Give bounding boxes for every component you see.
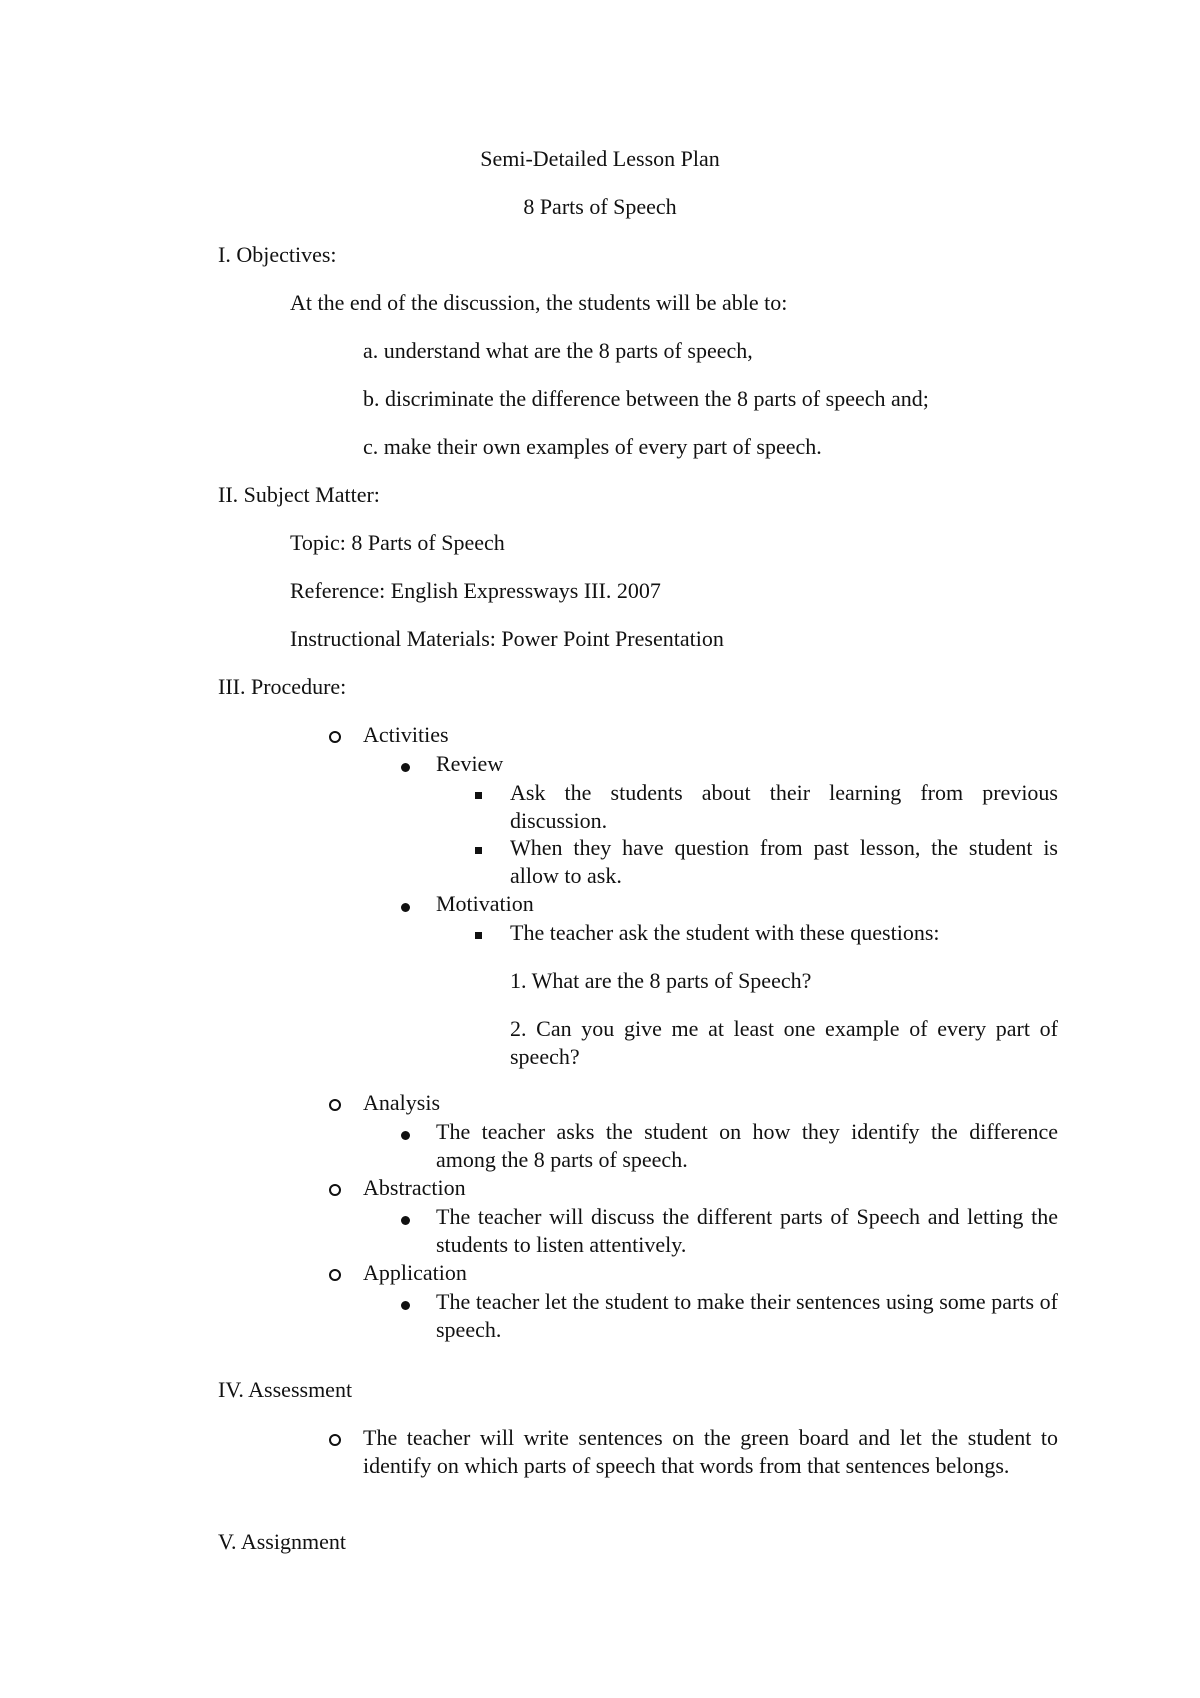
review-item-2: When they have question from past lesson, the student is allow to ask.: [510, 835, 1058, 888]
assessment-heading: IV. Assessment: [218, 1377, 353, 1402]
application-item: The teacher let the student to make their sentences using some parts of speech.: [436, 1289, 1058, 1342]
document-title: Semi-Detailed Lesson Plan: [480, 146, 720, 171]
objectives-heading: I. Objectives:: [218, 242, 337, 267]
subject-matter-heading: II. Subject Matter:: [218, 482, 380, 507]
document-subtitle: 8 Parts of Speech: [523, 194, 677, 219]
objective-item-a: a. understand what are the 8 parts of speech,: [363, 338, 753, 363]
subject-topic: Topic: 8 Parts of Speech: [290, 530, 505, 555]
review-label: Review: [436, 751, 504, 776]
motivation-question-2: 2. Can you give me at least one example of every part of speech?: [510, 1016, 1058, 1069]
assessment-item: The teacher will write sentences on the green board and let the student to identify on which parts of speech that words from that sentences belongs.: [363, 1425, 1058, 1478]
analysis-label: Analysis: [363, 1090, 440, 1115]
procedure-heading: III. Procedure:: [218, 674, 347, 699]
square-bullet-icon: [475, 847, 482, 854]
subject-materials: Instructional Materials: Power Point Presentation: [290, 626, 724, 651]
dot-bullet-icon: [401, 903, 410, 912]
application-label: Application: [363, 1260, 467, 1285]
circle-bullet-icon: [329, 1269, 341, 1281]
dot-bullet-icon: [401, 1216, 410, 1225]
circle-bullet-icon: [329, 1099, 341, 1111]
dot-bullet-icon: [401, 1301, 410, 1310]
objective-item-c: c. make their own examples of every part of speech.: [363, 434, 822, 459]
circle-bullet-icon: [329, 1184, 341, 1196]
subject-reference: Reference: English Expressways III. 2007: [290, 578, 661, 603]
circle-bullet-icon: [329, 1434, 341, 1446]
square-bullet-icon: [475, 792, 482, 799]
assignment-heading: V. Assignment: [218, 1529, 346, 1554]
objectives-intro: At the end of the discussion, the students will be able to:: [290, 290, 788, 315]
motivation-item: The teacher ask the student with these questions:: [510, 920, 940, 945]
motivation-question-1: 1. What are the 8 parts of Speech?: [510, 968, 812, 993]
objective-item-b: b. discriminate the difference between the 8 parts of speech and;: [363, 386, 929, 411]
dot-bullet-icon: [401, 763, 410, 772]
review-item-1: Ask the students about their learning from previous discussion.: [510, 780, 1058, 833]
motivation-label: Motivation: [436, 891, 534, 916]
abstraction-label: Abstraction: [363, 1175, 466, 1200]
analysis-item: The teacher asks the student on how they identify the difference among the 8 parts of speech.: [436, 1119, 1058, 1172]
dot-bullet-icon: [401, 1131, 410, 1140]
activities-label: Activities: [363, 722, 449, 747]
square-bullet-icon: [475, 932, 482, 939]
abstraction-item: The teacher will discuss the different parts of Speech and letting the students to listen attentively.: [436, 1204, 1058, 1257]
circle-bullet-icon: [329, 731, 341, 743]
